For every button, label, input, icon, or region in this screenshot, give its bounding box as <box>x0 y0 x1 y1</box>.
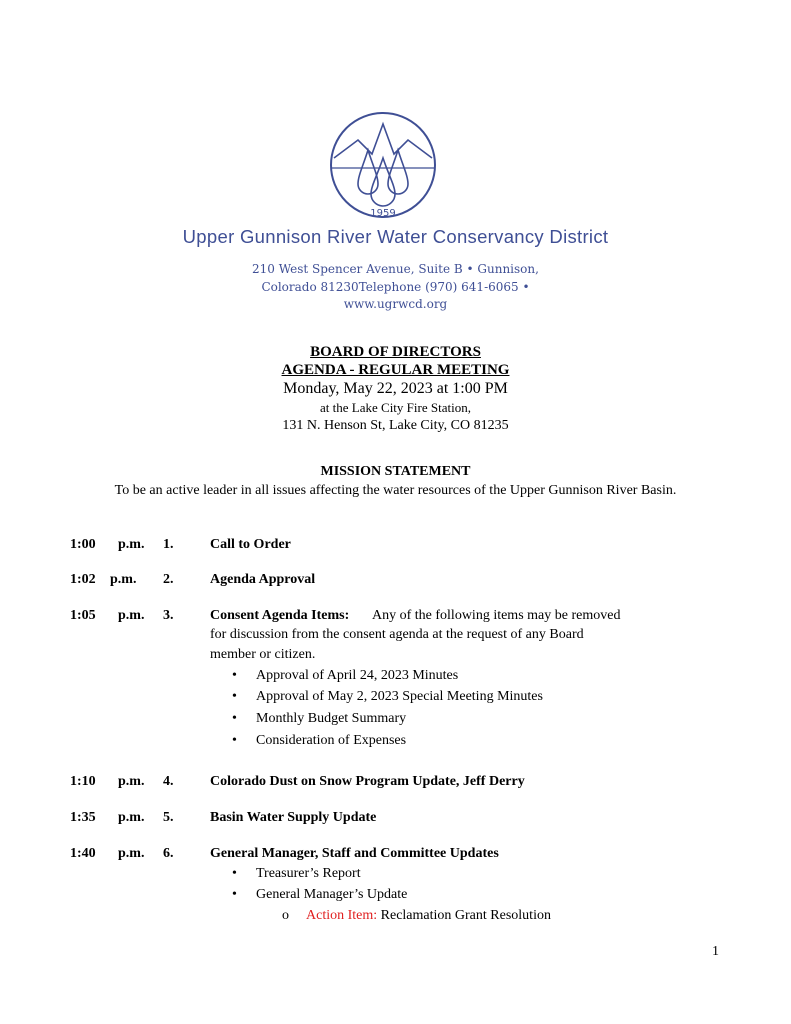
bullet-icon: • <box>232 733 237 748</box>
logo-year: 1959 <box>370 208 396 219</box>
item-time: 1:35 <box>70 810 96 825</box>
item-title: Call to Order <box>210 537 291 552</box>
action-item-text: Reclamation Grant Resolution <box>380 908 551 923</box>
item-number: 2. <box>163 572 174 587</box>
bullet-icon: • <box>232 866 237 881</box>
website-link[interactable]: www.ugrwcd.org <box>343 297 448 311</box>
bullet-icon: • <box>232 689 237 704</box>
page-number: 1 <box>712 944 719 959</box>
list-item-label: Consideration of Expenses <box>256 733 407 748</box>
meeting-location-2: 131 N. Henson St, Lake City, CO 81235 <box>282 418 509 433</box>
item-time: 1:00 <box>70 537 96 552</box>
bullet-icon: • <box>232 887 237 902</box>
item-title: Agenda Approval <box>210 572 316 587</box>
mission-heading: MISSION STATEMENT <box>320 464 471 479</box>
meeting-date-time: Monday, May 22, 2023 at 1:00 PM <box>283 380 508 397</box>
item-number: 4. <box>163 774 174 789</box>
item-description: for discussion from the consent agenda at the request of any Board <box>210 627 584 642</box>
district-logo <box>328 110 438 226</box>
item-title: Consent Agenda Items: <box>210 608 350 623</box>
item-title: Basin Water Supply Update <box>210 810 377 825</box>
item-ampm: p.m. <box>110 572 137 587</box>
bullet-icon: • <box>232 668 237 683</box>
item-ampm: p.m. <box>118 774 145 789</box>
item-time: 1:05 <box>70 608 96 623</box>
address-line-2: Colorado 81230Telephone (970) 641-6065 • <box>261 280 530 294</box>
item-description: Any of the following items may be removed <box>372 608 621 623</box>
list-item-label: General Manager’s Update <box>256 887 408 902</box>
meeting-location-1: at the Lake City Fire Station, <box>320 400 471 415</box>
bullet-icon: • <box>232 711 237 726</box>
item-ampm: p.m. <box>118 608 145 623</box>
agenda-title: AGENDA - REGULAR MEETING <box>281 362 510 378</box>
list-item-label: Approval of May 2, 2023 Special Meeting Minutes <box>256 689 543 704</box>
item-title: General Manager, Staff and Committee Updates <box>210 846 499 861</box>
item-description: member or citizen. <box>210 647 316 662</box>
item-ampm: p.m. <box>118 846 145 861</box>
item-number: 3. <box>163 608 174 623</box>
item-time: 1:40 <box>70 846 96 861</box>
org-name: Upper Gunnison River Water Conservancy District <box>182 226 609 247</box>
item-time: 1:02 <box>70 572 96 587</box>
item-number: 6. <box>163 846 174 861</box>
circle-bullet-icon: o <box>282 908 289 923</box>
list-item-label: Monthly Budget Summary <box>256 711 407 726</box>
mission-text: To be an active leader in all issues affecting the water resources of the Upper Gunnison River Basin. <box>114 483 677 498</box>
list-item-label: Approval of April 24, 2023 Minutes <box>256 668 459 683</box>
action-item-label: Action Item: <box>306 908 378 923</box>
list-item-label: Treasurer’s Report <box>256 866 361 881</box>
board-heading: BOARD OF DIRECTORS <box>310 344 481 360</box>
item-number: 5. <box>163 810 174 825</box>
item-ampm: p.m. <box>118 537 145 552</box>
item-ampm: p.m. <box>118 810 145 825</box>
address-line-1: 210 West Spencer Avenue, Suite B • Gunnison, <box>252 262 539 276</box>
item-title: Colorado Dust on Snow Program Update, Jeff Derry <box>210 774 525 789</box>
item-time: 1:10 <box>70 774 96 789</box>
item-number: 1. <box>163 537 174 552</box>
